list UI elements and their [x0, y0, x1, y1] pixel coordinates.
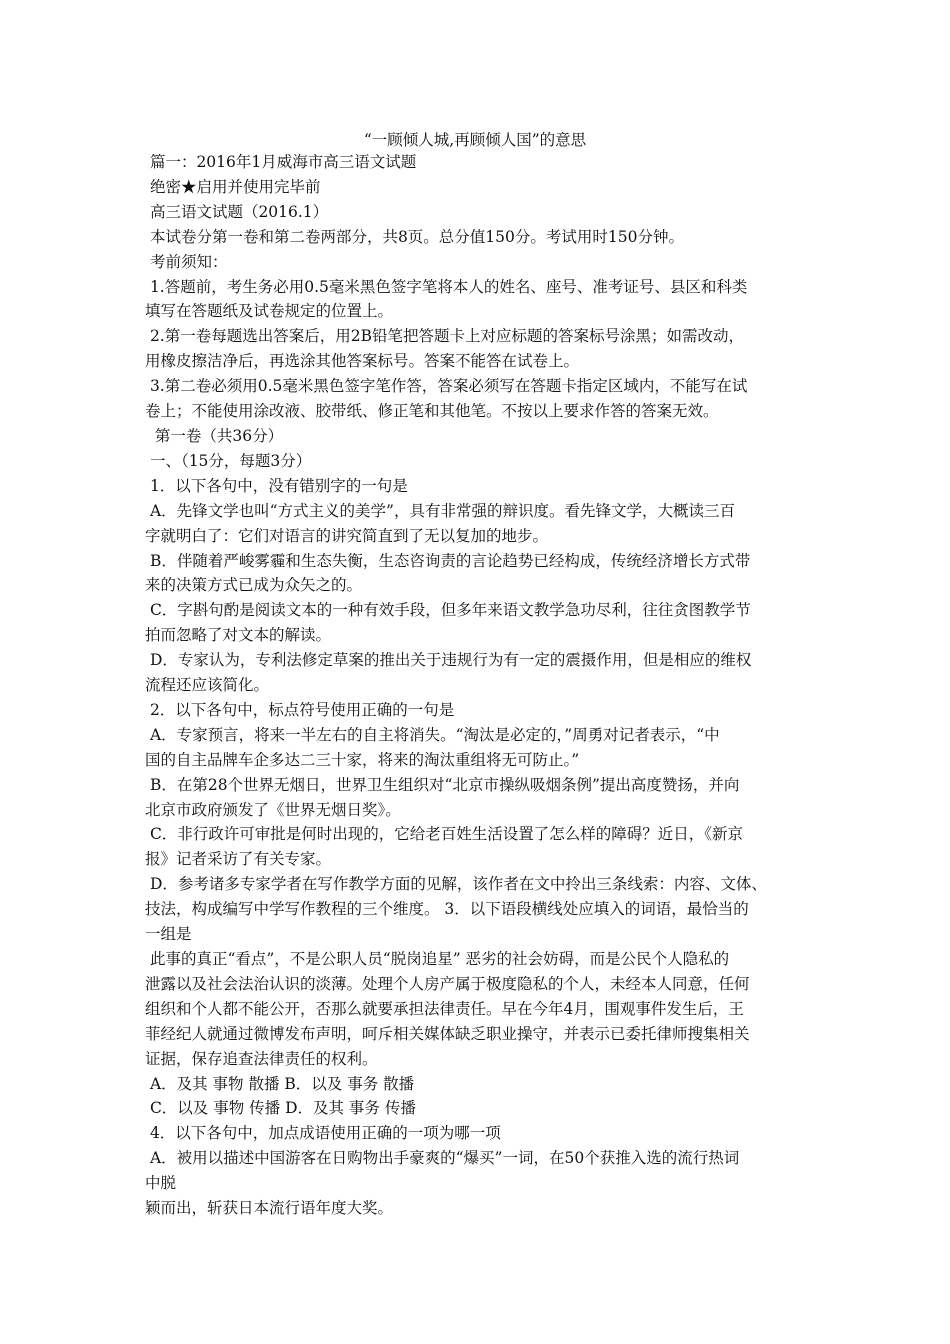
text-line: 4．以下各句中，加点成语使用正确的一项为哪一项: [145, 1124, 501, 1143]
text-line: 一、（15分，每题3分）: [145, 451, 312, 470]
text-line: 2．以下各句中，标点符号使用正确的一句是: [145, 700, 455, 719]
text-line: 中脱: [145, 1174, 177, 1193]
text-line: 1．以下各句中，没有错别字的一句是: [145, 476, 408, 495]
document-title: “一顾倾人城,再顾倾人国”的意思: [363, 131, 587, 149]
text-line: 填写在答题纸及试卷规定的位置上。: [145, 302, 394, 321]
text-line: 菲经纪人就通过微博发布声明，呵斥相关媒体缺乏职业操守，并表示已委托律师搜集相关: [145, 1024, 750, 1043]
text-line: 此事的真正“看点”，不是公职人员“脱岗追星” 恶劣的社会妨碍，而是公民个人隐私的: [145, 950, 730, 968]
text-line: 国的自主品牌车企多达二三十家，将来的淘汰重组将无可防止。”: [145, 750, 580, 769]
text-line: A．专家预言，将来一半左右的自主将消失。“淘汰是必定的，”周勇对记者表示，“中: [145, 725, 720, 744]
text-line: 1.答题前，考生务必用0.5毫米黑色签字笔将本人的姓名、座号、准考证号、县区和科类: [145, 277, 748, 296]
text-line: 技法，构成编写中学写作教程的三个维度。 3．以下语段横线处应填入的词语，最恰当的: [145, 900, 749, 919]
text-line: C．字斟句酌是阅读文本的一种有效手段，但多年来语文教学急功尽利，往往贪图教学节: [145, 601, 751, 620]
text-line: C．非行政许可审批是何时出现的，它给老百姓生活设置了怎么样的障碍？近日，《新京: [145, 825, 744, 844]
text-line: 卷上；不能使用涂改液、胶带纸、修正笔和其他笔。不按以上要求作答的答案无效。: [145, 402, 719, 421]
text-line: 一组是: [145, 925, 192, 944]
text-line: 拍而忽略了对文本的解读。: [145, 626, 332, 645]
text-line: 第一卷（共36分）: [145, 426, 284, 445]
text-line: A．先锋文学也叫“方式主义的美学”，具有非常强的辩识度。看先锋文学，大概读三百: [145, 501, 735, 520]
text-line: 泄露以及社会法治认识的淡薄。处理个人房产属于极度隐私的个人，未经本人同意，任何: [145, 974, 750, 993]
text-line: 考前须知：: [145, 252, 228, 271]
text-line: 本试卷分第一卷和第二卷两部分，共8页。总分值150分。考试用时150分钟。: [145, 227, 684, 246]
text-line: B．在第28个世界无烟日，世界卫生组织对“北京市操纵吸烟条例”提出高度赞扬，并向: [145, 775, 740, 794]
text-line: 流程还应该简化。: [145, 676, 270, 695]
text-line: A．及其 事物 散播 B．以及 事务 散播: [145, 1074, 415, 1093]
text-line: 篇一：2016年1月威海市高三语文试题: [145, 153, 417, 171]
text-line: 颖而出，斩获日本流行语年度大奖。: [145, 1199, 394, 1218]
text-line: 来的决策方式已成为众矢之的。: [145, 576, 363, 595]
text-line: 高三语文试题（2016.1）: [145, 202, 329, 221]
text-line: D．专家认为，专利法修定草案的推出关于违规行为有一定的震摄作用，但是相应的维权: [145, 651, 752, 670]
text-line: 证据，保存追查法律责任的权利。: [145, 1049, 378, 1068]
text-line: 报》记者采访了有关专家。: [145, 850, 332, 869]
text-line: 3.第二卷必须用0.5毫米黑色签字笔作答，答案必须写在答题卡指定区域内，不能写在试: [145, 377, 748, 396]
text-line: A．被用以描述中国游客在日购物出手豪爽的“爆买”一词，在50个获推入选的流行热词: [145, 1149, 740, 1168]
text-line: 字就明白了：它们对语言的讲究简直到了无以复加的地步。: [145, 526, 549, 545]
text-line: 2.第一卷每题选出答案后，用2B铅笔把答题卡上对应标题的答案标号涂黑；如需改动，: [145, 327, 744, 346]
document-body: [145, 150, 810, 1221]
text-line: 用橡皮擦洁净后，再选涂其他答案标号。答案不能答在试卷上。: [145, 352, 580, 371]
text-line: 绝密★启用并使用完毕前: [145, 177, 321, 196]
text-line: C．以及 事物 传播 D．及其 事务 传播: [145, 1099, 416, 1118]
text-line: 北京市政府颁发了《世界无烟日奖》。: [145, 800, 401, 819]
text-line: 组织和个人都不能公开，否那么就要承担法律责任。早在今年4月，围观事件发生后，王: [145, 999, 744, 1018]
text-line: B．伴随着严峻雾霾和生态失衡，生态咨询责的言论趋势已经构成，传统经济增长方式带: [145, 551, 751, 570]
text-line: D．参考诸多专家学者在写作教学方面的见解，该作者在文中拎出三条线索：内容、文体、: [145, 875, 767, 894]
